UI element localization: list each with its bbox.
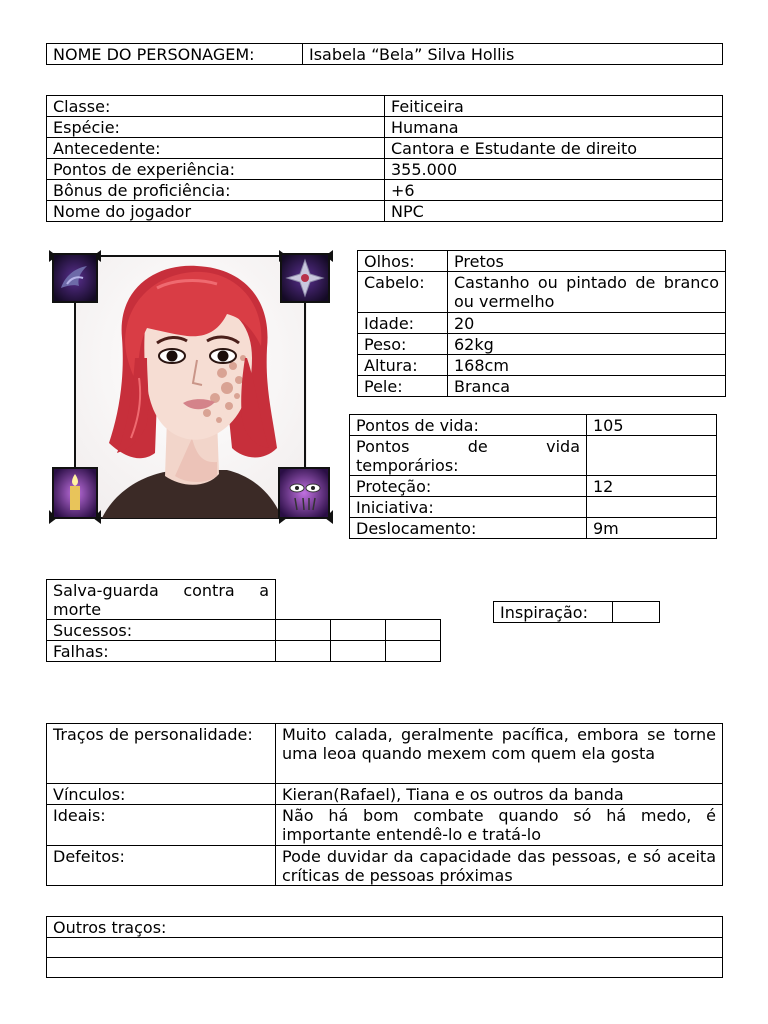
eyes-icon <box>279 468 329 518</box>
bonds-label: Vínculos: <box>47 784 276 805</box>
hair-value: Castanho ou pintado de branco ou vermelho <box>448 272 726 313</box>
death-saves-title: Salva-guarda contra a morte <box>47 580 276 620</box>
appearance-table <box>357 250 726 397</box>
personality-table <box>46 723 723 886</box>
character-portrait <box>47 248 335 524</box>
skin-value: Branca <box>448 376 726 397</box>
personality-traits-value: Muito calada, geralmente pacífica, embora se torne uma leoa quando mexem com quem ela gosta <box>276 724 723 784</box>
protection-label: Proteção: <box>350 476 587 497</box>
success-box-1[interactable] <box>276 620 331 641</box>
other-traits-line-2[interactable] <box>47 958 723 978</box>
ideals-label: Ideais: <box>47 805 276 846</box>
successes-label: Sucessos: <box>47 620 276 641</box>
portrait-illustration <box>47 248 335 524</box>
player-name-value: NPC <box>385 201 723 222</box>
combat-stats-table <box>349 414 717 539</box>
failure-box-3[interactable] <box>386 641 441 662</box>
age-value: 20 <box>448 313 726 334</box>
character-name-table <box>46 43 723 65</box>
species-label: Espécie: <box>47 117 385 138</box>
ideals-value: Não há bom combate quando só há medo, é importante entendê-lo e tratá-lo <box>276 805 723 846</box>
proficiency-value: +6 <box>385 180 723 201</box>
background-value: Cantora e Estudante de direito <box>385 138 723 159</box>
class-value: Feiticeira <box>385 96 723 117</box>
personality-traits-label: Traços de personalidade: <box>47 724 276 784</box>
hair-label: Cabelo: <box>358 272 448 313</box>
flaws-label: Defeitos: <box>47 846 276 886</box>
death-saves-blank <box>276 580 441 620</box>
class-label: Classe: <box>47 96 385 117</box>
age-label: Idade: <box>358 313 448 334</box>
success-box-3[interactable] <box>386 620 441 641</box>
other-traits-line-1[interactable] <box>47 938 723 958</box>
hit-points-label: Pontos de vida: <box>350 415 587 436</box>
experience-label: Pontos de experiência: <box>47 159 385 180</box>
other-traits-table <box>46 916 723 978</box>
candle-icon <box>53 468 97 518</box>
character-name-label: NOME DO PERSONAGEM: <box>47 44 303 65</box>
speed-label: Deslocamento: <box>350 518 587 539</box>
weight-value: 62kg <box>448 334 726 355</box>
claw-icon <box>53 254 97 302</box>
character-name-value: Isabela “Bela” Silva Hollis <box>303 44 723 65</box>
weight-label: Peso: <box>358 334 448 355</box>
skin-label: Pele: <box>358 376 448 397</box>
failure-box-1[interactable] <box>276 641 331 662</box>
success-box-2[interactable] <box>331 620 386 641</box>
height-value: 168cm <box>448 355 726 376</box>
flaws-value: Pode duvidar da capacidade das pessoas, e só aceita críticas de pessoas próximas <box>276 846 723 886</box>
temp-hit-points-value <box>587 436 717 476</box>
eyes-label: Olhos: <box>358 251 448 272</box>
protection-value: 12 <box>587 476 717 497</box>
inspiration-value[interactable] <box>613 602 660 623</box>
species-value: Humana <box>385 117 723 138</box>
hit-points-value: 105 <box>587 415 717 436</box>
bonds-value: Kieran(Rafael), Tiana e os outros da banda <box>276 784 723 805</box>
player-name-label: Nome do jogador <box>47 201 385 222</box>
experience-value: 355.000 <box>385 159 723 180</box>
background-label: Antecedente: <box>47 138 385 159</box>
speed-value: 9m <box>587 518 717 539</box>
failures-label: Falhas: <box>47 641 276 662</box>
failure-box-2[interactable] <box>331 641 386 662</box>
shuriken-icon <box>281 254 329 302</box>
initiative-label: Iniciativa: <box>350 497 587 518</box>
inspiration-label: Inspiração: <box>494 602 613 623</box>
other-traits-label: Outros traços: <box>47 917 723 938</box>
death-saves-table <box>46 579 441 662</box>
initiative-value <box>587 497 717 518</box>
proficiency-label: Bônus de proficiência: <box>47 180 385 201</box>
eyes-value: Pretos <box>448 251 726 272</box>
temp-hit-points-label: Pontos de vida temporários: <box>350 436 587 476</box>
basic-info-table <box>46 95 723 222</box>
height-label: Altura: <box>358 355 448 376</box>
inspiration-table <box>493 601 660 623</box>
